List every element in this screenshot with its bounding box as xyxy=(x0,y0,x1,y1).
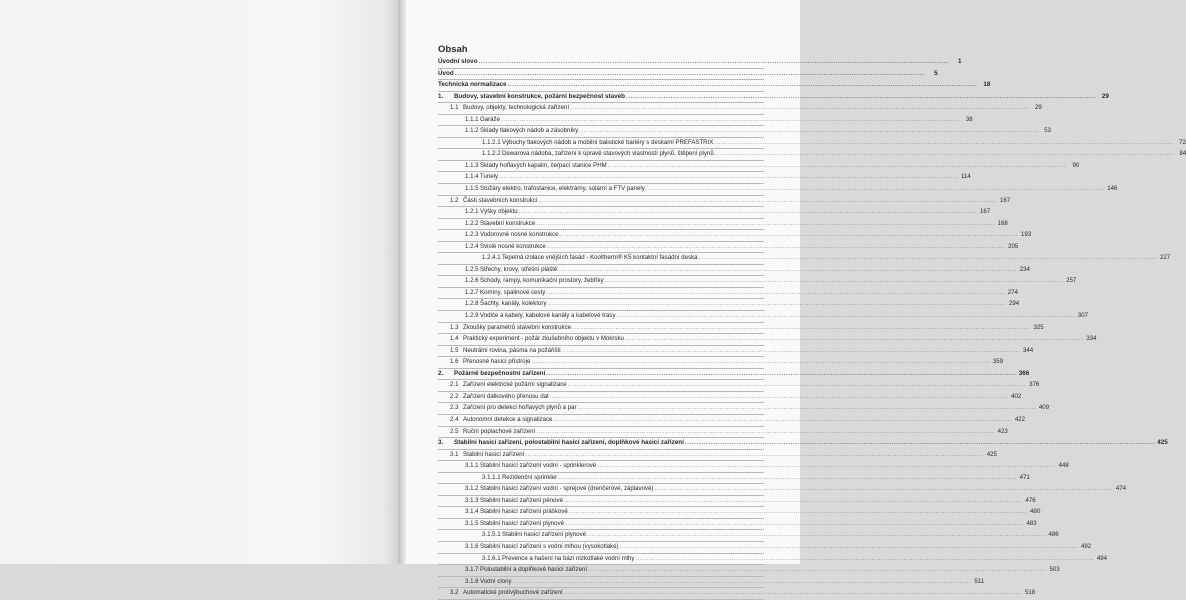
toc-entry-page: 167 xyxy=(980,208,991,216)
toc-entry-title: Úvod xyxy=(438,69,454,77)
toc-entry-page: 425 xyxy=(1157,439,1168,447)
toc-entry-page: 492 xyxy=(1080,542,1092,550)
toc-entry xyxy=(438,288,1018,300)
toc-entry-title: Požárně bezpečnostní zařízení xyxy=(454,369,546,377)
toc-dot-leader: ........................................................................................................................................................................................................ xyxy=(568,508,1028,516)
toc-entry-title: Sklady tlakových nádob a zásobníky xyxy=(480,127,579,135)
toc-entry-title: Vodiče a kabely, kabelové kanály a kabelové trasy xyxy=(480,312,616,320)
toc-entry-title: Komíny, spalinové cesty xyxy=(480,288,546,296)
toc-entry-page: 483 xyxy=(1026,519,1037,527)
toc-entry-page: 503 xyxy=(1049,566,1060,574)
toc-entry-number: 1.2.3 xyxy=(465,231,479,239)
toc-entry-number: 3. xyxy=(438,439,444,447)
toc-entry xyxy=(438,92,1109,104)
toc-entry-title: Polostabilní a doplňkové hasicí zařízení xyxy=(480,566,588,574)
toc-entry xyxy=(438,219,1008,231)
toc-dot-leader: ........................................................................................................................................................................................................ xyxy=(607,161,1067,169)
toc-dot-leader: ........................................................................................................................................................................................................ xyxy=(499,173,958,181)
toc-entry-page: 480 xyxy=(1030,508,1041,516)
toc-dot-leader: ........................................................................................................................................................................................................ xyxy=(525,450,984,458)
toc-dot-leader: ........................................................................................................................................................................................................ xyxy=(604,277,1064,285)
toc-entry-title: Části stavebních konstrukcí xyxy=(463,196,538,204)
toc-entry-title: Stabilní hasicí zařízení pěnové xyxy=(480,496,563,504)
toc-entry-number: 3.1.1 xyxy=(465,462,479,470)
toc-entry-number: 1.2.9 xyxy=(465,312,479,320)
toc-dot-leader: ........................................................................................................................................................................................................ xyxy=(579,127,1038,135)
toc-dot-leader: ........................................................................................................................................................................................................ xyxy=(572,323,1031,331)
toc-entry-number: 3.1.6 xyxy=(465,542,479,550)
toc-entry-number: 3.1.8 xyxy=(465,577,479,585)
toc-entry xyxy=(438,265,1030,277)
toc-entry xyxy=(438,172,971,184)
toc-entry-page: 334 xyxy=(1086,335,1097,343)
toc-entry-page: 476 xyxy=(1025,496,1036,504)
toc-dot-leader: ........................................................................................................................................................................................................ xyxy=(564,496,1023,504)
toc-entry-title: Vodní clony xyxy=(480,577,512,585)
toc-entry-page: 72 xyxy=(1179,138,1186,146)
toc-entry-page: 402 xyxy=(1011,392,1022,400)
toc-entry-title: Schody, rampy, komunikační prostory, žebříky xyxy=(480,277,604,285)
toc-entry-page: 423 xyxy=(997,427,1008,435)
toc-entry-number: 3.1.5 xyxy=(465,519,479,527)
toc-entry-title: Neutrální rovina, pásma na požářišti xyxy=(463,346,561,354)
toc-entry-number: 2. xyxy=(438,369,444,377)
toc-entry-page: 486 xyxy=(1048,531,1059,539)
toc-dot-leader: ........................................................................................................................................................................................................ xyxy=(558,473,1017,481)
toc-entry xyxy=(438,577,985,589)
toc-entry-page: 359 xyxy=(992,358,1004,366)
toc-entry-number: 1.2.2 xyxy=(465,219,479,227)
toc-entry-title: Tepelná izolace vnějších fasád - Kooltherm® K5 kontaktní fasádní deska xyxy=(502,254,698,262)
toc-entry-title: Autonomní detekce a signalizace xyxy=(463,415,553,423)
toc-dot-leader: ........................................................................................................................................................................................................ xyxy=(624,335,1084,343)
toc-entry-title: Stabilní hasicí zařízení plynové xyxy=(480,519,565,527)
toc-entry xyxy=(438,299,1020,311)
toc-entry-page: 29 xyxy=(1101,92,1109,100)
toc-entry-number: 1.1 xyxy=(450,104,459,112)
toc-entry-page: 376 xyxy=(1029,381,1040,389)
toc-entry-page: 474 xyxy=(1115,485,1127,493)
toc-dot-leader: ........................................................................................................................................................................................................ xyxy=(531,358,991,366)
toc-dot-leader: ........................................................................................................................................................................................................ xyxy=(561,346,1021,354)
toc-dot-leader: ........................................................................................................................................................................................................ xyxy=(547,300,1007,308)
toc-entry-number: 1.2.1 xyxy=(465,208,479,216)
toc-entry-page: 114 xyxy=(960,173,971,181)
toc-entry xyxy=(438,115,973,127)
toc-dot-leader: ........................................................................................................................................................................................................ xyxy=(565,519,1024,527)
toc-dot-leader: ........................................................................................................................................................................................................ xyxy=(559,231,1019,239)
toc-entry-page: 234 xyxy=(1019,265,1030,273)
toc-entry-number: 1.3 xyxy=(450,323,459,331)
toc-entry-title: Šachty, kanály, kolektory xyxy=(480,300,547,308)
toc-entry xyxy=(438,484,1127,496)
toc-entry-page: 5 xyxy=(934,69,938,77)
toc-entry xyxy=(438,334,1097,346)
toc-entry-title: Sklady hořlavých kapalin, čerpací stanice PHM xyxy=(480,161,607,169)
toc-entry-page: 518 xyxy=(1025,589,1036,597)
toc-entry-title: Stabilní hasicí zařízení s vodní mlhou (vysokotlaké) xyxy=(480,542,619,550)
toc-entry-number: 2.4 xyxy=(450,415,459,423)
toc-entry-number: 2.2 xyxy=(450,392,459,400)
toc-entry xyxy=(438,103,1042,115)
toc-entry-title: Stabilní hasicí zařízení, polostabilní hasicí zařízení, doplňkové hasicí zařízení xyxy=(454,439,684,447)
toc-entry xyxy=(438,565,1060,577)
toc-entry xyxy=(438,369,1030,381)
toc-dot-leader: ........................................................................................................................................................................................................ xyxy=(587,531,1046,539)
toc-entry-title: Zařízení elektrické požární signalizace xyxy=(463,381,567,389)
toc-entry-number: 1.1.1 xyxy=(465,115,479,123)
toc-entry-title: Praktický experiment - požár zkušebního objektu v Mokrsku xyxy=(463,335,624,343)
toc-entry-title: Zařízení dálkového přenosu dat xyxy=(463,392,549,400)
toc-entry-number: 1.1.2 xyxy=(465,127,479,135)
toc-dot-leader: ........................................................................................................................................................................................................ xyxy=(546,242,1006,250)
toc-dot-leader: ........................................................................................................................................................................................................ xyxy=(626,92,1096,100)
toc-entry-number: 2.1 xyxy=(450,381,459,389)
toc-entry-page: 193 xyxy=(1021,231,1032,239)
toc-entry xyxy=(438,149,1186,161)
toc-dot-leader: ........................................................................................................................................................................................................ xyxy=(507,81,978,89)
toc-dot-leader: ........................................................................................................................................................................................................ xyxy=(597,462,1056,470)
toc-entry-page: 344 xyxy=(1023,346,1034,354)
toc-dot-leader: ........................................................................................................................................................................................................ xyxy=(546,369,1017,377)
toc-entry-number: 1.1.5 xyxy=(465,185,479,193)
toc-entry-number: 1.1.4 xyxy=(465,173,479,181)
toc-dot-leader: ........................................................................................................................................................................................................ xyxy=(538,196,998,204)
left-page xyxy=(0,0,400,564)
toc-entry-page: 294 xyxy=(1008,300,1020,308)
toc-dot-leader: ........................................................................................................................................................................................................ xyxy=(714,138,1173,146)
toc-entry xyxy=(438,403,1050,415)
toc-entry-page: 1 xyxy=(957,58,962,65)
toc-dot-leader: ........................................................................................................................................................................................................ xyxy=(577,404,1037,412)
toc-entry-page: 425 xyxy=(986,450,997,458)
toc-entry xyxy=(438,126,1051,138)
toc-entry-number: 1.1.3 xyxy=(465,161,479,169)
toc-entry xyxy=(438,392,1022,404)
toc-entry-number: 3.1.1.1 xyxy=(482,473,501,481)
toc-entry-title: Dewarova nádoba, zařízení k úpravě stavových vlastností plynů, štěpení plynů xyxy=(502,150,714,158)
toc-entry-title: Střechy, krovy, střešní pláště xyxy=(480,265,558,273)
toc-entry xyxy=(438,588,1036,600)
toc-entry-page: 274 xyxy=(1007,288,1018,296)
toc-entry-page: 18 xyxy=(983,81,991,89)
toc-entry xyxy=(438,196,1011,208)
toc-entry-number: 3.1.3 xyxy=(465,496,479,504)
toc-entry xyxy=(438,57,962,69)
toc-entry xyxy=(438,519,1037,531)
toc-dot-leader: ........................................................................................................................................................................................................ xyxy=(635,554,1095,562)
toc-dot-leader: ........................................................................................................................................................................................................ xyxy=(684,439,1155,447)
toc-entry-title: Stabilní hasicí zařízení xyxy=(463,450,525,458)
toc-entry xyxy=(438,138,1186,150)
toc-entry xyxy=(438,207,991,219)
toc-entry-number: 1.2.4.1 xyxy=(482,254,501,262)
toc-dot-leader: ........................................................................................................................................................................................................ xyxy=(546,288,1005,296)
toc-dot-leader: ........................................................................................................................................................................................................ xyxy=(512,577,972,585)
toc-entry-number: 3.1.2 xyxy=(465,485,479,493)
toc-entry-title: Svislé nosné konstrukce xyxy=(480,242,546,250)
toc-entry-number: 3.1.5.1 xyxy=(482,531,501,539)
toc-dot-leader: ........................................................................................................................................................................................................ xyxy=(619,542,1079,550)
toc-dot-leader: ........................................................................................................................................................................................................ xyxy=(478,58,949,65)
toc-entry-page: 146 xyxy=(1107,185,1118,193)
toc-entry-title: Zařízení pro detekci hořlavých plynů a par xyxy=(463,404,577,412)
toc-dot-leader: ........................................................................................................................................................................................................ xyxy=(714,150,1174,158)
toc-entry-title: Úvodní slovo xyxy=(438,58,478,65)
toc-entry xyxy=(438,530,1059,542)
toc-entry xyxy=(438,507,1041,519)
toc-entry-number: 2.3 xyxy=(450,404,459,412)
toc-entry xyxy=(438,473,1030,485)
toc-entry xyxy=(438,427,1008,439)
toc-entry-title: Budovy, objekty, technologická zařízení xyxy=(463,104,570,112)
toc-entry xyxy=(438,276,1077,288)
toc-entry-number: 1.2.6 xyxy=(465,277,479,285)
toc-entry xyxy=(438,184,1118,196)
toc-entry-title: Rezidenční sprinkler xyxy=(502,473,558,481)
toc-entry-number: 1.2 xyxy=(450,196,459,204)
toc-entry-title: Stavební konstrukce xyxy=(480,219,536,227)
toc-dot-leader: ........................................................................................................................................................................................................ xyxy=(536,219,995,227)
toc-entry-title: Zkoušky parametrů stavební konstrukce xyxy=(463,323,572,331)
toc-entry-title: Výšky objektu xyxy=(480,208,518,216)
toc-entry-page: 511 xyxy=(974,577,985,585)
toc-entry-title: Stabilní hasicí zařízení práškové xyxy=(480,508,568,516)
toc-entry-title: Automatické protivýbuchové zařízení xyxy=(463,589,563,597)
toc-entry-title: Garáže xyxy=(480,115,500,123)
toc-dot-leader: ........................................................................................................................................................................................................ xyxy=(518,208,978,216)
toc-entry-title: Tunely xyxy=(480,173,499,181)
toc-entry-title: Přenosné hasicí přístroje xyxy=(463,358,531,366)
toc-entry-title: Ruční poplachové zařízení xyxy=(463,427,536,435)
toc-entry-number: 1.4 xyxy=(450,335,459,343)
toc-entry-number: 1.2.8 xyxy=(465,300,479,308)
toc-entry xyxy=(438,242,1019,254)
toc-entry-page: 167 xyxy=(999,196,1011,204)
toc-dot-leader: ........................................................................................................................................................................................................ xyxy=(645,185,1105,193)
toc-entry-page: 29 xyxy=(1034,104,1042,112)
toc-entry-page: 168 xyxy=(997,219,1008,227)
toc-entry-number: 1.2.5 xyxy=(465,265,479,273)
toc-entry-page: 53 xyxy=(1044,127,1051,135)
toc-entry xyxy=(438,496,1036,508)
toc-dot-leader: ........................................................................................................................................................................................................ xyxy=(558,265,1017,273)
toc-entry xyxy=(438,415,1026,427)
toc-entry-title: Technická normalizace xyxy=(438,81,507,89)
toc-dot-leader: ........................................................................................................................................................................................................ xyxy=(616,312,1075,320)
toc-dot-leader: ........................................................................................................................................................................................................ xyxy=(567,381,1027,389)
toc-entry-page: 84 xyxy=(1179,150,1186,158)
toc-entry-number: 1.1.2.2 xyxy=(482,150,501,158)
toc-entry xyxy=(438,461,1069,473)
toc-entry xyxy=(438,311,1088,323)
toc-entry xyxy=(438,230,1032,242)
toc-entry-page: 325 xyxy=(1033,323,1044,331)
toc-entry-title: Stožáry elektro, trafostanice, elektrárny, solární a FTV panely xyxy=(480,185,645,193)
toc-entry-number: 1.1.2.1 xyxy=(482,138,501,146)
toc-entry-number: 1.2.4 xyxy=(465,242,479,250)
toc-entry-number: 2.5 xyxy=(450,427,459,435)
toc-entry-page: 422 xyxy=(1014,415,1026,423)
toc-entry-page: 90 xyxy=(1072,161,1080,169)
toc-dot-leader: ........................................................................................................................................................................................................ xyxy=(654,485,1114,493)
toc-entry-page: 366 xyxy=(1018,369,1030,377)
toc-entry-number: 1.6 xyxy=(450,358,459,366)
toc-dot-leader: ........................................................................................................................................................................................................ xyxy=(549,392,1009,400)
toc-entry-page: 494 xyxy=(1096,554,1108,562)
toc-dot-leader: ........................................................................................................................................................................................................ xyxy=(563,589,1023,597)
toc-entry-page: 448 xyxy=(1058,462,1069,470)
toc-entry xyxy=(438,346,1034,358)
toc-entry-page: 227 xyxy=(1159,254,1171,262)
toc-dot-leader: ........................................................................................................................................................................................................ xyxy=(570,104,1029,112)
toc-dot-leader: ........................................................................................................................................................................................................ xyxy=(588,566,1047,574)
toc-entry xyxy=(438,69,938,81)
toc-dot-leader: ........................................................................................................................................................................................................ xyxy=(454,69,925,77)
toc-entry-page: 38 xyxy=(965,115,973,123)
toc-entry-number: 3.1 xyxy=(450,450,459,458)
toc-entry xyxy=(438,253,1171,265)
toc-entry-title: Vodorovné nosné konstrukce xyxy=(480,231,559,239)
toc-entry-number: 3.1.7 xyxy=(465,566,479,574)
toc-entries xyxy=(438,57,1186,600)
toc-entry xyxy=(438,542,1092,554)
toc-entry-number: 1.5 xyxy=(450,346,459,354)
toc-entry-number: 3.2 xyxy=(450,589,459,597)
table-of-contents xyxy=(438,44,1186,600)
toc-dot-leader: ........................................................................................................................................................................................................ xyxy=(698,254,1158,262)
toc-title: Obsah xyxy=(438,44,468,55)
toc-dot-leader: ........................................................................................................................................................................................................ xyxy=(536,427,995,435)
toc-entry xyxy=(438,161,1080,173)
toc-entry xyxy=(438,450,997,462)
toc-entry-number: 1.2.7 xyxy=(465,288,479,296)
toc-entry-page: 471 xyxy=(1019,473,1030,481)
toc-entry-number: 3.1.4 xyxy=(465,508,479,516)
toc-entry-title: Prevence a hašení na bázi nízkotlaké vodní mlhy xyxy=(502,554,635,562)
toc-dot-leader: ........................................................................................................................................................................................................ xyxy=(500,115,960,123)
toc-entry-page: 257 xyxy=(1066,277,1077,285)
toc-entry-number: 3.1.6.1 xyxy=(482,554,501,562)
toc-entry-page: 307 xyxy=(1077,312,1088,320)
toc-entry-title: Stabilní hasicí zařízení vodní - sprinklerové xyxy=(480,462,597,470)
toc-entry xyxy=(438,380,1040,392)
toc-entry-page: 205 xyxy=(1008,242,1019,250)
toc-entry-page: 409 xyxy=(1038,404,1050,412)
toc-entry-number: 1. xyxy=(438,92,444,100)
toc-entry-title: Budovy, stavební konstrukce, požární bezpečnost staveb xyxy=(454,92,625,100)
toc-entry xyxy=(438,357,1004,369)
toc-entry xyxy=(438,323,1044,335)
toc-entry xyxy=(438,80,991,92)
toc-entry xyxy=(438,554,1108,566)
toc-entry xyxy=(438,438,1168,450)
toc-entry-title: Výbuchy tlakových nádob a mobilní balistické bariéry s deskami PREFASTRIX xyxy=(502,138,714,146)
toc-dot-leader: ........................................................................................................................................................................................................ xyxy=(553,415,1013,423)
toc-entry-title: Stabilní hasicí zařízení vodní - sprejové (drenčerové, záplavové) xyxy=(480,485,654,493)
toc-entry-title: Stabilní hasicí zařízení plynové xyxy=(502,531,587,539)
